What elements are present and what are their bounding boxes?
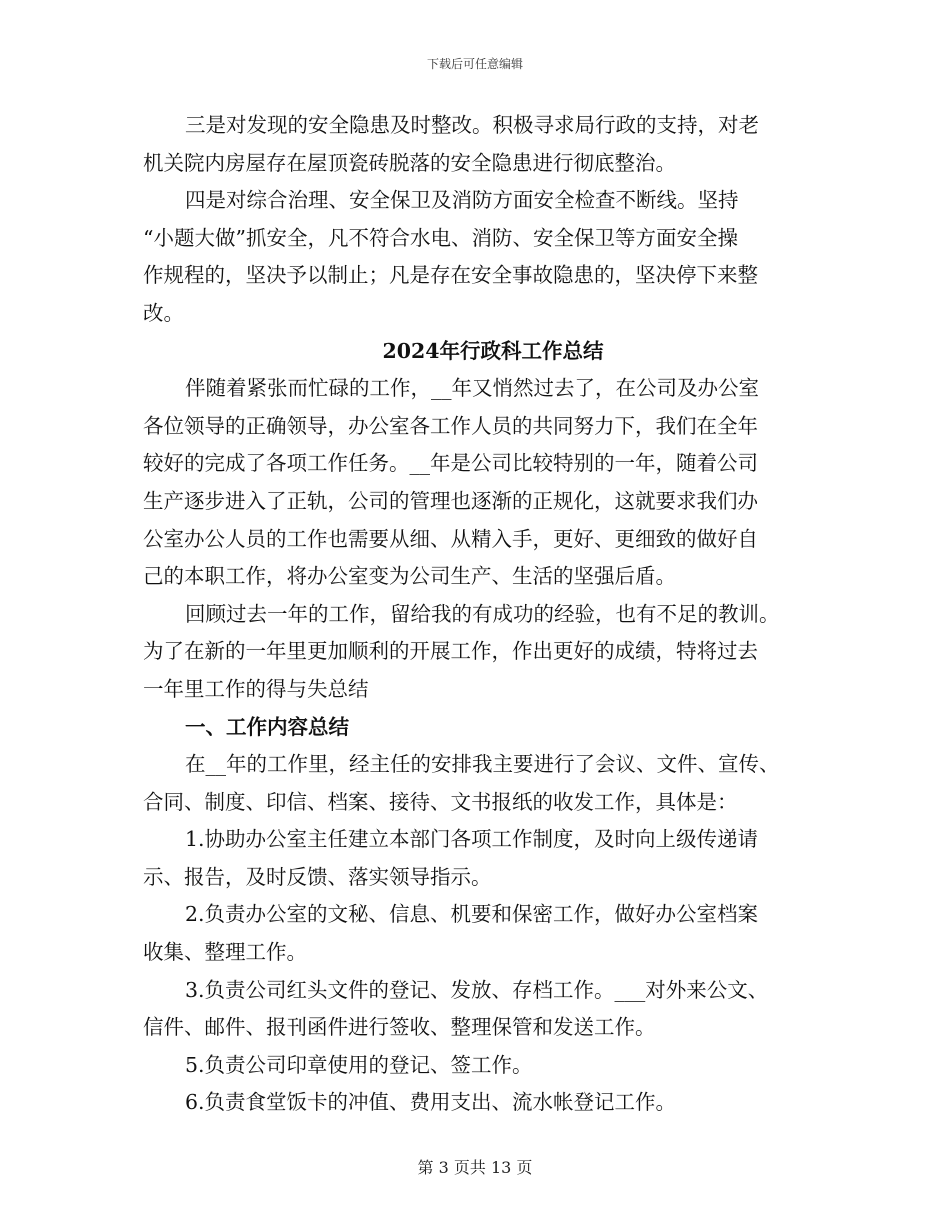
paragraph-line: 一年里工作的得与失总结 [143, 676, 369, 701]
document-body [143, 107, 813, 1122]
paragraph-line: 改。 [143, 300, 184, 325]
paragraph-line: 生产逐步进入了正轨，公司的管理也逐渐的正规化，这就要求我们办 [143, 488, 758, 513]
paragraph-line: 在__年的工作里，经主任的安排我主要进行了会议、文件、宣传、 [185, 752, 780, 777]
subsection-heading: 一、工作内容总结 [185, 714, 349, 739]
paragraph-line: 己的本职工作，将办公室变为公司生产、生活的坚强后盾。 [143, 564, 676, 589]
list-item-line: 2.负责办公室的文秘、信息、机要和保密工作，做好办公室档案 [185, 902, 759, 927]
paragraph-line: 机关院内房屋存在屋顶瓷砖脱落的安全隐患进行彻底整治。 [143, 150, 676, 175]
paragraph-line: 公室办公人员的工作也需要从细、从精入手，更好、更细致的做好自 [143, 526, 758, 551]
list-item-line: 3.负责公司红头文件的登记、发放、存档工作。___对外来公文、 [185, 977, 769, 1002]
paragraph-line: 回顾过去一年的工作，留给我的有成功的经验，也有不足的教训。 [185, 601, 780, 626]
paragraph-line: 为了在新的一年里更加顺利的开展工作，作出更好的成绩，特将过去 [143, 639, 758, 664]
paragraph-line: 较好的完成了各项工作任务。__年是公司比较特别的一年，随着公司 [143, 451, 758, 476]
paragraph-line: “小题大做”抓安全，凡不符合水电、消防、安全保卫等方面安全操 [143, 225, 738, 250]
paragraph-line: 四是对综合治理、安全保卫及消防方面安全检查不断线。坚持 [185, 188, 739, 213]
page-number: 第 3 页共 13 页 [417, 1158, 533, 1177]
list-item-line: 5.负责公司印章使用的登记、签工作。 [185, 1052, 533, 1077]
paragraph-line: 合同、制度、印信、档案、接待、文书报纸的收发工作，具体是： [143, 789, 738, 814]
paragraph-line: 伴随着紧张而忙碌的工作，__年又悄然过去了，在公司及办公室 [185, 376, 759, 401]
list-item-line: 信件、邮件、报刊函件进行签收、整理保管和发送工作。 [143, 1015, 656, 1040]
list-item-line: 示、报告，及时反馈、落实领导指示。 [143, 864, 492, 889]
paragraph-line: 各位领导的正确领导，办公室各工作人员的共同努力下，我们在全年 [143, 413, 758, 438]
download-note: 下载后可任意编辑 [426, 57, 523, 71]
list-item-line: 收集、整理工作。 [143, 940, 307, 965]
list-item-line: 6.负责食堂饭卡的冲值、费用支出、流水帐登记工作。 [185, 1090, 677, 1115]
paragraph-line: 三是对发现的安全隐患及时整改。积极寻求局行政的支持，对老 [185, 113, 759, 137]
section-title: 2024年行政科工作总结 [382, 338, 604, 363]
paragraph-line: 作规程的，坚决予以制止；凡是存在安全事故隐患的，坚决停下来整 [143, 263, 758, 288]
list-item-line: 1.协助办公室主任建立本部门各项工作制度，及时向上级传递请 [185, 827, 759, 852]
